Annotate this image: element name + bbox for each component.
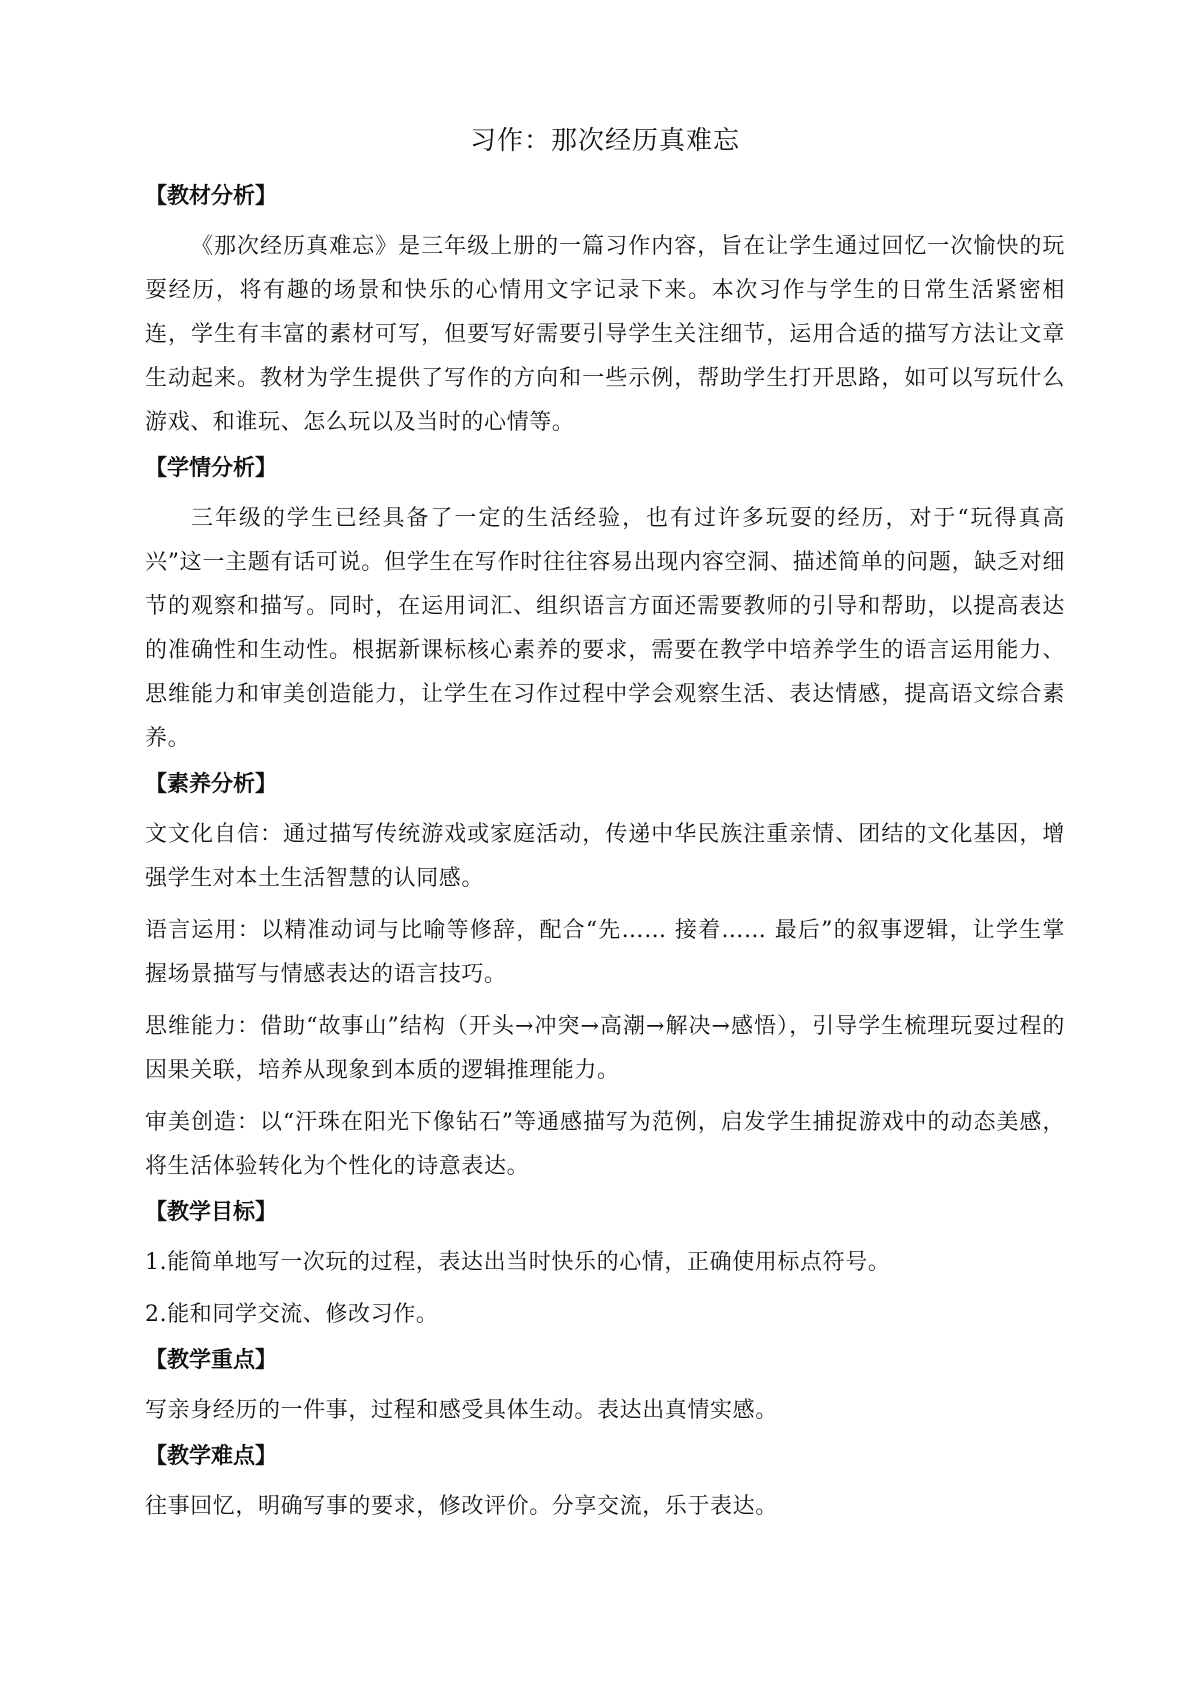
teaching-goal-item: 1.能简单地写一次玩的过程，表达出当时快乐的心情，正确使用标点符号。	[145, 1250, 891, 1275]
section-heading-difficulties: 【教学难点】	[145, 1444, 278, 1469]
teaching-goal-item: 2.能和同学交流、修改习作。	[145, 1302, 439, 1327]
section-heading-teaching-goals: 【教学目标】	[145, 1200, 278, 1225]
material-analysis-paragraph: 《那次经历真难忘》是三年级上册的一篇习作内容，旨在让学生通过回忆一次愉快的玩耍经历，将有趣的场景和快乐的心情用文字记录下来。本次习作与学生的日常生活紧密相连，学生有丰富的素材可写，但要写好需要引导学生关注细节，运用合适的描写方法让文章生动起来。教材为学生提供了写作的方向和一些示例，帮助学生打开思路，如可以写玩什么游戏、和谁玩、怎么玩以及当时的心情等。	[145, 234, 1065, 435]
document-title: 习作：那次经历真难忘	[469, 126, 740, 156]
section-heading-learner-analysis: 【学情分析】	[145, 456, 278, 481]
learner-analysis-paragraph: 三年级的学生已经具备了一定的生活经验，也有过许多玩耍的经历，对于“玩得真高兴”这一主题有话可说。但学生在写作时往往容易出现内容空洞、描述简单的问题，缺乏对细节的观察和描写。同时，在运用词汇、组织语言方面还需要教师的引导和帮助，以提高表达的准确性和生动性。根据新课标核心素养的要求，需要在教学中培养学生的语言运用能力、思维能力和审美创造能力，让学生在习作过程中学会观察生活、表达情感，提高语文综合素养。	[145, 506, 1065, 751]
section-heading-literacy-analysis: 【素养分析】	[145, 772, 278, 797]
key-points-paragraph: 写亲身经历的一件事，过程和感受具体生动。表达出真情实感。	[145, 1398, 778, 1423]
literacy-item-culture: 文文化自信：通过描写传统游戏或家庭活动，传递中华民族注重亲情、团结的文化基因，增强学生对本土生活智慧的认同感。	[145, 822, 1065, 891]
document-content	[145, 181, 1065, 1537]
difficulties-paragraph: 往事回忆，明确写事的要求，修改评价。分享交流，乐于表达。	[145, 1494, 778, 1519]
literacy-item-thinking: 思维能力：借助“故事山”结构（开头→冲突→高潮→解决→感悟），引导学生梳理玩耍过程的因果关联，培养从现象到本质的逻辑推理能力。	[145, 1014, 1065, 1083]
literacy-item-aesthetics: 审美创造：以“汗珠在阳光下像钻石”等通感描写为范例，启发学生捕捉游戏中的动态美感，将生活体验转化为个性化的诗意表达。	[145, 1110, 1065, 1179]
literacy-item-language: 语言运用：以精准动词与比喻等修辞，配合“先…… 接着…… 最后”的叙事逻辑，让学生掌握场景描写与情感表达的语言技巧。	[145, 918, 1065, 987]
section-heading-material-analysis: 【教材分析】	[145, 184, 278, 209]
section-heading-key-points: 【教学重点】	[145, 1348, 278, 1373]
